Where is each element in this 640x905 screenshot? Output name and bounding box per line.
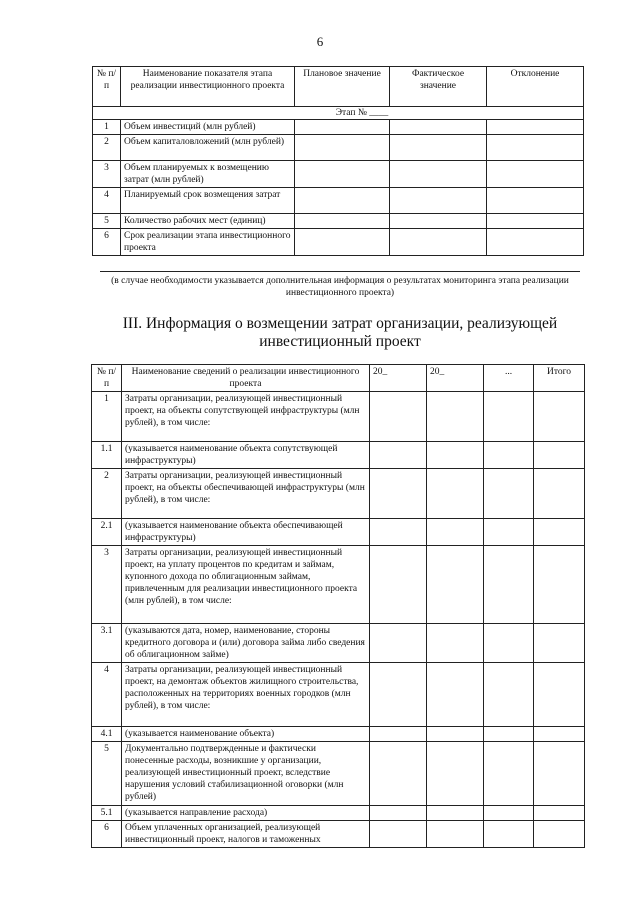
row-name: Объем капиталовложений (млн рублей) — [121, 135, 295, 161]
cell-planned — [295, 161, 390, 188]
row-name: Затраты организации, реализующей инвестиционный проект, на уплату процентов по кредитам и займам, купонного дохода по облигационным займам, привлеченным для реализации инвестиционного проекта (млн рублей), в том числе: — [122, 546, 370, 624]
cell-deviation — [487, 135, 584, 161]
cell-planned — [295, 188, 390, 214]
cell-total — [534, 469, 585, 519]
row-num: 4.1 — [92, 727, 122, 742]
cell-year-2 — [427, 727, 484, 742]
row-num: 6 — [92, 821, 122, 848]
table-row — [92, 727, 585, 742]
row-num: 1.1 — [92, 442, 122, 469]
cell-ellipsis — [484, 469, 534, 519]
cell-planned — [295, 135, 390, 161]
table-row — [92, 392, 585, 442]
row-name: (указываются дата, номер, наименование, стороны кредитного договора и (или) договора займа либо сведения об облигационном займе) — [122, 624, 370, 663]
cell-deviation — [487, 229, 584, 256]
cell-ellipsis — [484, 392, 534, 442]
cell-year-2 — [427, 806, 484, 821]
cell-total — [534, 442, 585, 469]
row-name: (указывается наименование объекта обеспечивающей инфраструктуры) — [122, 519, 370, 546]
cost-reimbursement-table — [91, 364, 585, 848]
cell-total — [534, 624, 585, 663]
row-name: Затраты организации, реализующей инвестиционный проект, на объекты сопутствующей инфраструктуры (млн рублей), в том числе: — [122, 392, 370, 442]
cell-planned — [295, 120, 390, 135]
row-num: 2.1 — [92, 519, 122, 546]
cell-year-2 — [427, 742, 484, 806]
cell-ellipsis — [484, 519, 534, 546]
table-row — [92, 519, 585, 546]
table-row — [93, 135, 584, 161]
row-num: 5.1 — [92, 806, 122, 821]
row-num: 1 — [92, 392, 122, 442]
row-num: 3.1 — [92, 624, 122, 663]
cell-total — [534, 546, 585, 624]
row-name: Затраты организации, реализующей инвестиционный проект, на демонтаж объектов жилищного строительства, расположенных на территориях военных городков (млн рублей), в том числе: — [122, 663, 370, 727]
stage-row — [93, 107, 584, 120]
cell-ellipsis — [484, 442, 534, 469]
cell-planned — [295, 229, 390, 256]
col-header-year-2: 20_ — [427, 365, 484, 392]
cell-year-1 — [370, 806, 427, 821]
row-num: 4 — [92, 663, 122, 727]
table-row — [92, 546, 585, 624]
cell-actual — [390, 120, 487, 135]
cell-year-2 — [427, 392, 484, 442]
row-name: Объем планируемых к возмещению затрат (млн рублей) — [121, 161, 295, 188]
cell-planned — [295, 214, 390, 229]
cell-total — [534, 727, 585, 742]
page-number: 6 — [316, 34, 324, 49]
col-header-info: Наименование сведений о реализации инвестиционного проекта — [122, 365, 370, 392]
cell-ellipsis — [484, 821, 534, 848]
table-row — [92, 624, 585, 663]
row-name: Срок реализации этапа инвестиционного проекта — [121, 229, 295, 256]
cell-actual — [390, 188, 487, 214]
row-num: 4 — [93, 188, 121, 214]
cell-year-1 — [370, 546, 427, 624]
table-row — [92, 806, 585, 821]
cell-year-2 — [427, 442, 484, 469]
table-header-row — [93, 67, 584, 107]
col-header-total: Итого — [534, 365, 585, 392]
cell-ellipsis — [484, 546, 534, 624]
cell-ellipsis — [484, 624, 534, 663]
cell-year-2 — [427, 624, 484, 663]
cell-deviation — [487, 161, 584, 188]
row-num: 1 — [93, 120, 121, 135]
cell-year-2 — [427, 469, 484, 519]
cell-total — [534, 519, 585, 546]
cell-year-1 — [370, 821, 427, 848]
col-header-num: № п/п — [93, 67, 121, 107]
cell-deviation — [487, 214, 584, 229]
table-header-row — [92, 365, 585, 392]
cell-year-1 — [370, 519, 427, 546]
table-row — [93, 161, 584, 188]
col-header-ellipsis: ... — [484, 365, 534, 392]
table-row — [93, 214, 584, 229]
row-name: (указывается наименование объекта) — [122, 727, 370, 742]
table-row — [93, 188, 584, 214]
cell-ellipsis — [484, 727, 534, 742]
cell-actual — [390, 135, 487, 161]
row-name: (указывается наименование объекта сопутствующей инфраструктуры) — [122, 442, 370, 469]
col-header-actual: Фактическое значение — [390, 67, 487, 107]
table-row — [92, 469, 585, 519]
cell-year-2 — [427, 821, 484, 848]
cell-actual — [390, 161, 487, 188]
col-header-num: № п/п — [92, 365, 122, 392]
table-row — [92, 442, 585, 469]
cell-actual — [390, 229, 487, 256]
section-title: III. Информация о возмещении затрат организации, реализующей инвестиционный проект — [122, 315, 558, 350]
row-name: Документально подтвержденные и фактически понесенные расходы, возникшие у организации, реализующей инвестиционный проект, вследствие нарушения условий стабилизационной оговорки (млн рублей) — [122, 742, 370, 806]
cell-ellipsis — [484, 663, 534, 727]
row-name: Планируемый срок возмещения затрат — [121, 188, 295, 214]
stage-label: Этап № ____ — [335, 108, 389, 118]
row-num: 6 — [93, 229, 121, 256]
table-row — [92, 821, 585, 848]
table-row — [93, 229, 584, 256]
table-row — [92, 742, 585, 806]
cell-year-1 — [370, 742, 427, 806]
cell-year-1 — [370, 624, 427, 663]
cell-deviation — [487, 188, 584, 214]
cell-ellipsis — [484, 742, 534, 806]
monitoring-table — [92, 66, 584, 256]
cell-year-2 — [427, 546, 484, 624]
row-name: Количество рабочих мест (единиц) — [121, 214, 295, 229]
row-num: 3 — [93, 161, 121, 188]
col-header-deviation: Отклонение — [487, 67, 584, 107]
cell-deviation — [487, 120, 584, 135]
cell-total — [534, 392, 585, 442]
table-row — [93, 120, 584, 135]
row-name: Затраты организации, реализующей инвестиционный проект, на объекты обеспечивающей инфраструктуры (млн рублей), в том числе: — [122, 469, 370, 519]
cell-year-1 — [370, 663, 427, 727]
row-name: Объем уплаченных организацией, реализующей инвестиционный проект, налогов и таможенных — [122, 821, 370, 848]
row-name: Объем инвестиций (млн рублей) — [121, 120, 295, 135]
cell-ellipsis — [484, 806, 534, 821]
col-header-year-1: 20_ — [370, 365, 427, 392]
row-num: 5 — [92, 742, 122, 806]
col-header-planned: Плановое значение — [295, 67, 390, 107]
row-num: 5 — [93, 214, 121, 229]
cell-year-2 — [427, 519, 484, 546]
cell-year-1 — [370, 727, 427, 742]
row-name: (указывается направление расхода) — [122, 806, 370, 821]
row-num: 2 — [93, 135, 121, 161]
cell-year-2 — [427, 663, 484, 727]
table-row — [92, 663, 585, 727]
cell-year-1 — [370, 392, 427, 442]
cell-total — [534, 821, 585, 848]
signature-line — [100, 271, 580, 272]
col-header-indicator: Наименование показателя этапа реализации инвестиционного проекта — [121, 67, 295, 107]
row-num: 2 — [92, 469, 122, 519]
cell-actual — [390, 214, 487, 229]
cell-year-1 — [370, 442, 427, 469]
cell-total — [534, 663, 585, 727]
cell-total — [534, 742, 585, 806]
monitoring-note: (в случае необходимости указывается дополнительная информация о результатах мониторинга этапа реализации инвестиционного проекта) — [111, 276, 569, 298]
cell-year-1 — [370, 469, 427, 519]
row-num: 3 — [92, 546, 122, 624]
cell-total — [534, 806, 585, 821]
